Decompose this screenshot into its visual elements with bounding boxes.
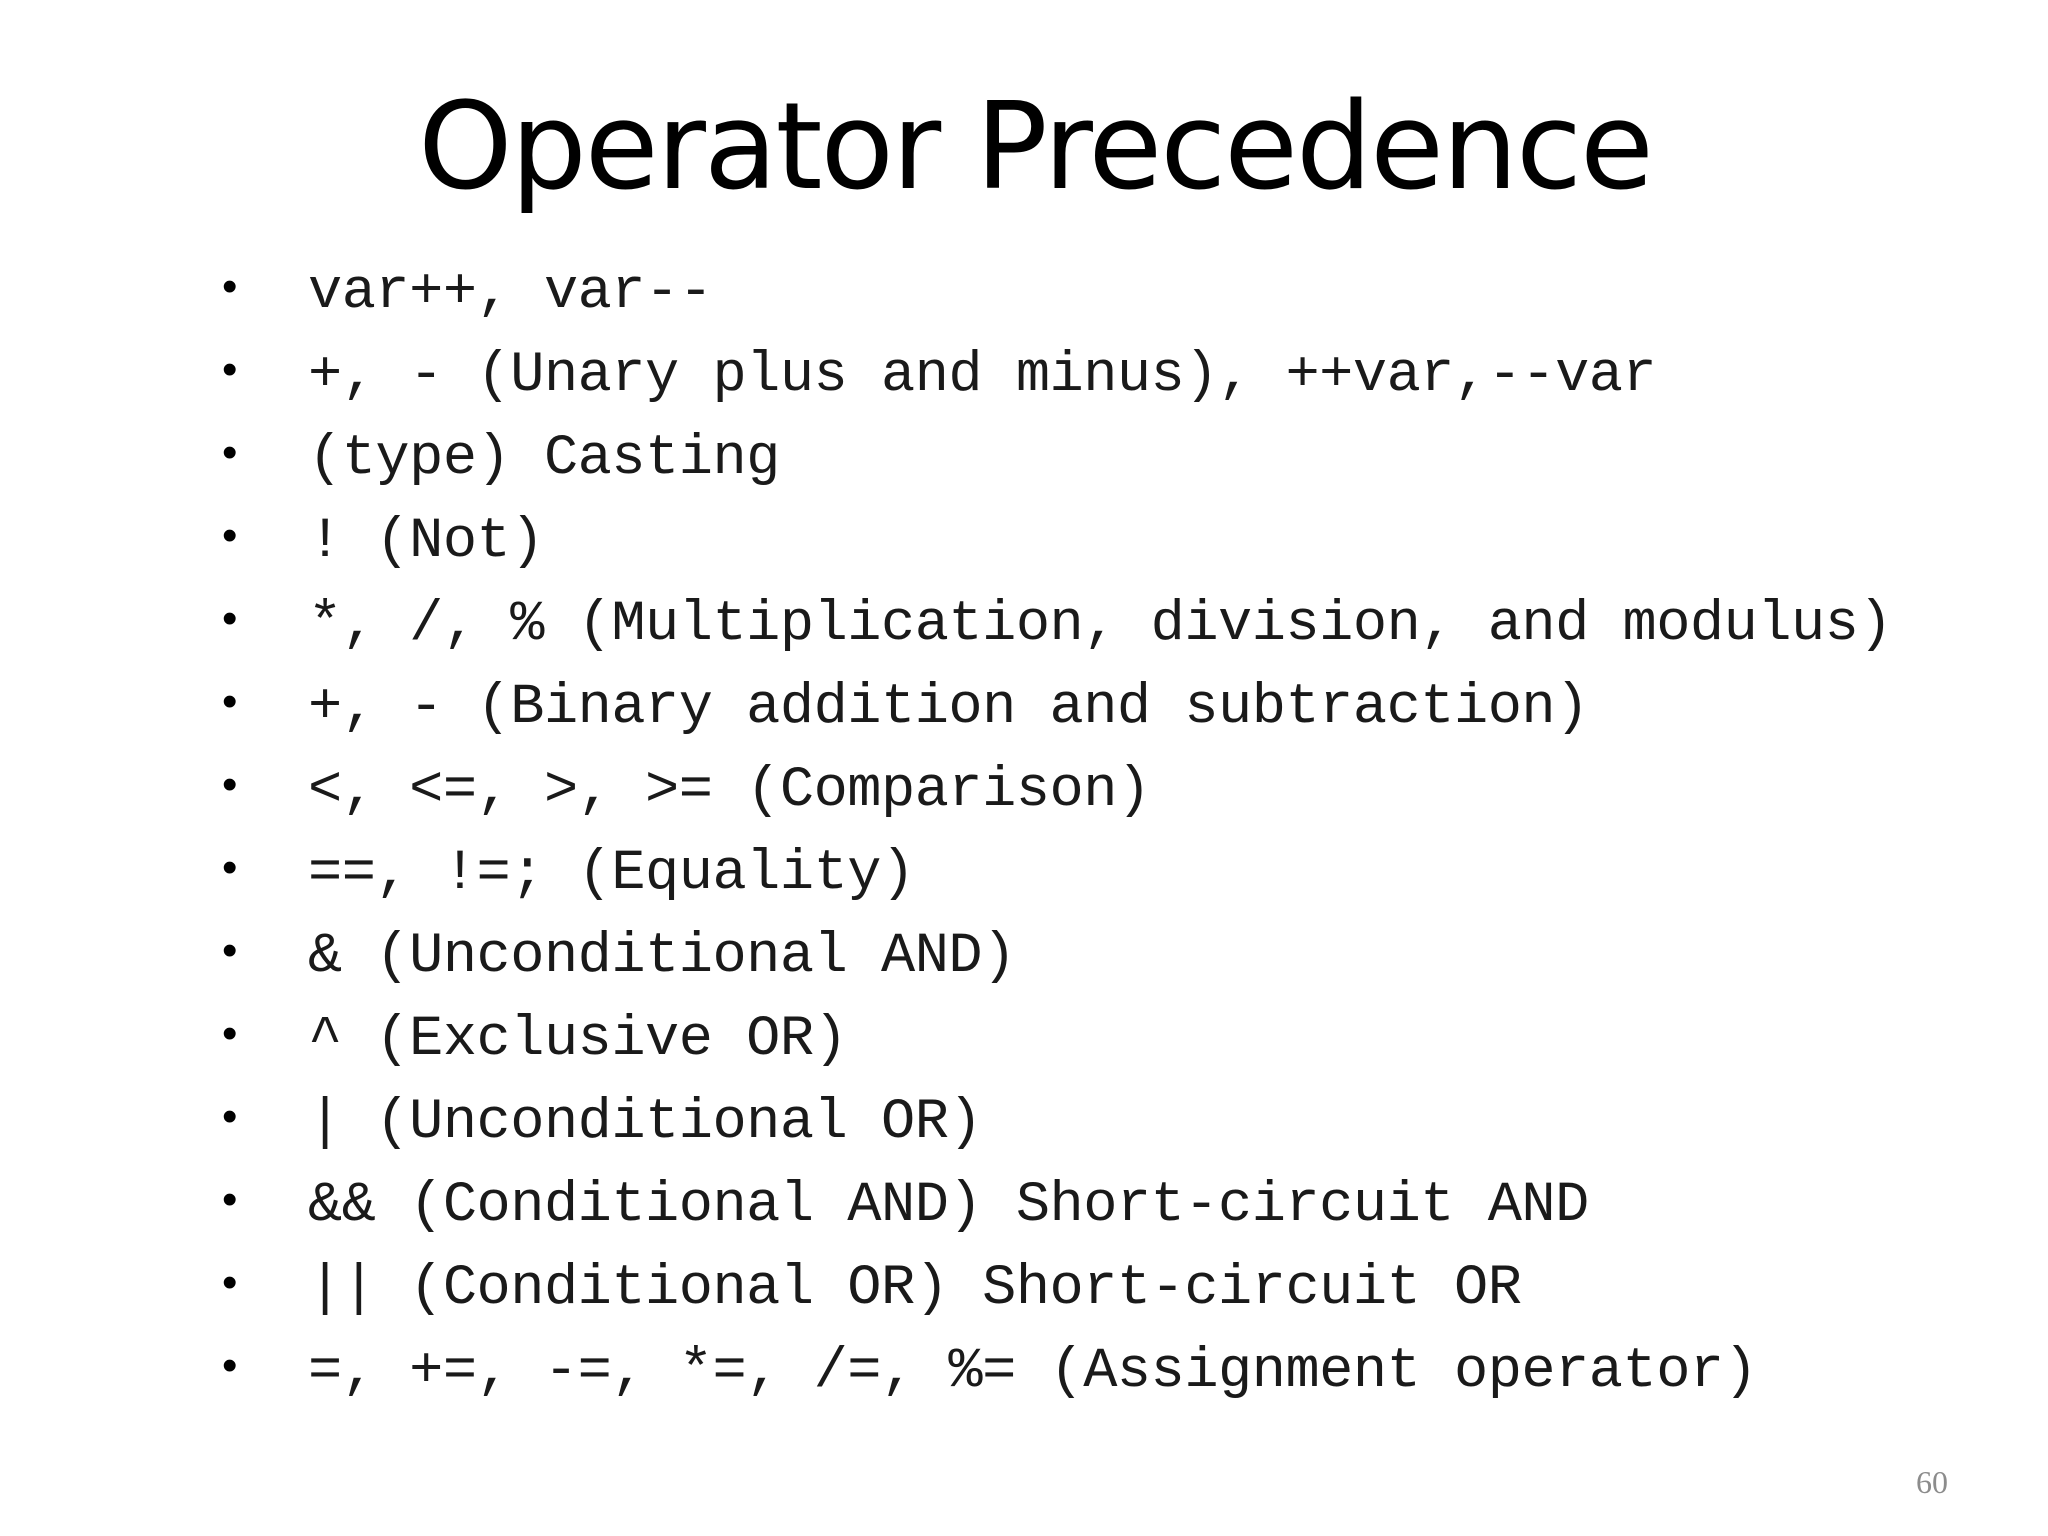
bullet-icon: • — [222, 345, 238, 394]
bullet-text: || (Conditional OR) Short-circuit OR — [308, 1257, 1522, 1321]
bullet-text: <, <=, >, >= (Comparison) — [308, 759, 1151, 823]
bullet-item — [222, 922, 1016, 992]
slide-title: Operator Precedence — [418, 78, 1652, 217]
bullet-icon: • — [222, 843, 238, 892]
bullet-icon: • — [222, 1175, 238, 1224]
bullet-icon: • — [222, 1009, 238, 1058]
bullet-item — [222, 424, 780, 494]
bullet-text: ! (Not) — [308, 510, 544, 574]
bullet-icon: • — [222, 594, 238, 643]
bullet-icon: • — [222, 262, 238, 311]
bullet-item — [222, 590, 1892, 660]
bullet-item — [222, 1088, 982, 1158]
bullet-item — [222, 673, 1589, 743]
bullet-text: | (Unconditional OR) — [308, 1091, 983, 1155]
bullet-text: && (Conditional AND) Short-circuit AND — [308, 1174, 1589, 1238]
bullet-icon: • — [222, 677, 238, 726]
bullet-item — [222, 507, 544, 577]
bullet-icon: • — [222, 1341, 238, 1390]
bullet-text: *, /, % (Multiplication, division, and modulus) — [308, 593, 1893, 657]
bullet-text: +, - (Binary addition and subtraction) — [308, 676, 1589, 740]
bullet-icon: • — [222, 926, 238, 975]
bullet-item — [222, 1337, 1757, 1407]
bullet-text: var++, var-- — [308, 261, 713, 325]
bullet-item — [222, 1171, 1589, 1241]
bullet-text: =, +=, -=, *=, /=, %= (Assignment operator) — [308, 1340, 1758, 1404]
bullet-item — [222, 258, 712, 328]
bullet-text: (type) Casting — [308, 427, 780, 491]
bullet-item — [222, 1005, 847, 1075]
bullet-icon: • — [222, 428, 238, 477]
bullet-icon: • — [222, 1258, 238, 1307]
bullet-item — [222, 341, 1656, 411]
bullet-text: ^ (Exclusive OR) — [308, 1008, 848, 1072]
page-number: 60 — [1916, 1464, 1948, 1500]
bullet-icon: • — [222, 511, 238, 560]
bullet-item — [222, 839, 915, 909]
bullet-text: ==, !=; (Equality) — [308, 842, 915, 906]
bullet-item — [222, 1254, 1521, 1324]
bullet-icon: • — [222, 1092, 238, 1141]
bullet-text: +, - (Unary plus and minus), ++var,--var — [308, 344, 1657, 408]
bullet-text: & (Unconditional AND) — [308, 925, 1016, 989]
bullet-icon: • — [222, 760, 238, 809]
bullet-item — [222, 756, 1151, 826]
